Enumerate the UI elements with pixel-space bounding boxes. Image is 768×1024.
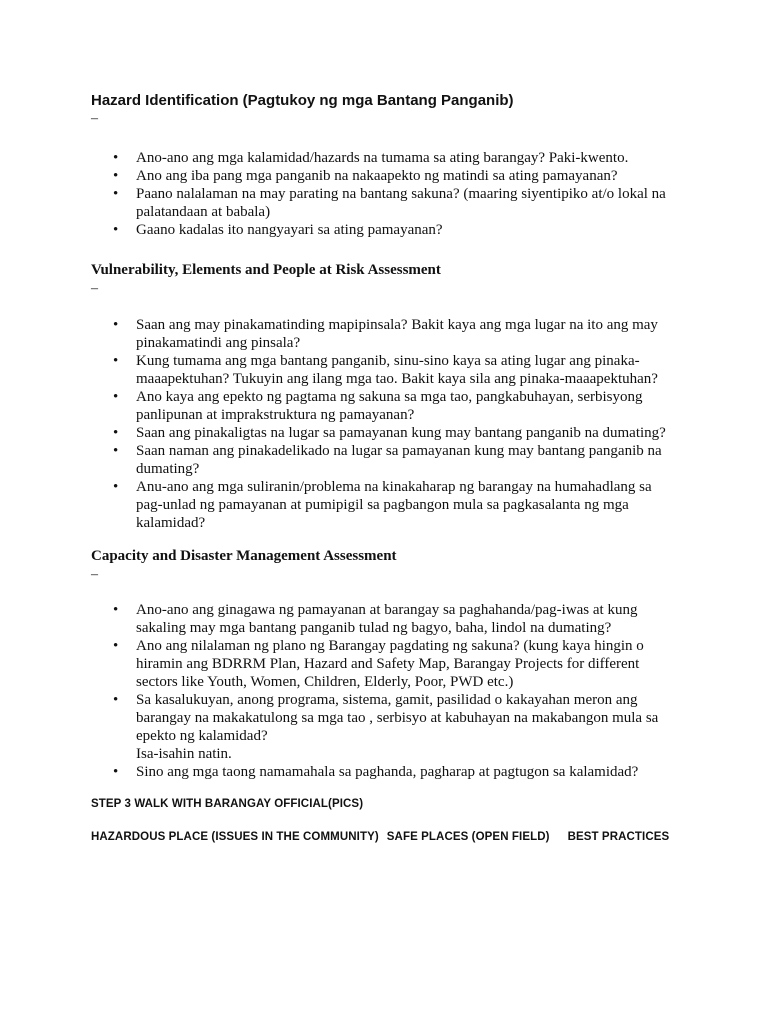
list-item: • Kung tumama ang mga bantang panganib, sinu-sino kaya sa ating lugar ang pinaka-maaapektuhan? Tukuyin ang ilang mga tao. Bakit kaya sila ang pinaka-maaapektuhan? <box>113 353 658 387</box>
list-item: • Sino ang mga taong namamahala sa paghanda, pagharap at pagtugon sa kalamidad? <box>113 764 639 780</box>
section-dash: – <box>91 567 98 582</box>
list-item: • Saan ang may pinakamatinding mapipinsala? Bakit kaya ang mga lugar na ito ang may pinakamatindi ang pinsala? <box>113 317 658 351</box>
section-heading-hazard-identification: Hazard Identification (Pagtukoy ng mga Bantang Panganib) <box>91 92 514 109</box>
bullet-icon: • <box>113 602 119 618</box>
vulnerability-question-list <box>0 316 700 532</box>
bullet-icon: • <box>113 692 119 708</box>
section-heading-capacity: Capacity and Disaster Management Assessment <box>91 548 397 564</box>
bullet-icon: • <box>113 150 119 166</box>
list-item: • Saan naman ang pinakadelikado na lugar sa pamayanan kung may bantang panganib na dumating? <box>113 443 662 477</box>
list-item: • Paano nalalaman na may parating na bantang sakuna? (maaring siyentipiko at/o lokal na palatandaan at babala) <box>113 186 666 220</box>
bullet-icon: • <box>113 222 119 238</box>
list-item: • Gaano kadalas ito nangyayari sa ating pamayanan? <box>113 222 443 238</box>
list-item: • Sa kasalukuyan, anong programa, sistema, gamit, pasilidad o kakayahan meron ang barangay na makakatulong sa mga tao , serbisyo at kabuhayan na makabangon mula sa epekto ng kalamidad? Isa-isahin natin. <box>113 692 659 762</box>
bullet-icon: • <box>113 168 119 184</box>
column-hazardous-place: HAZARDOUS PLACE (ISSUES IN THE COMMUNITY) <box>91 831 379 843</box>
bullet-icon: • <box>113 317 119 333</box>
list-item: • Anu-ano ang mga suliranin/problema na kinakaharap ng barangay na humahadlang sa pag-unlad ng pamayanan at pumipigil sa pagbangon mula sa pagkasalanta ng mga kalamidad? <box>113 479 652 531</box>
section-dash: – <box>91 281 98 296</box>
list-item: • Saan ang pinakaligtas na lugar sa pamayanan kung may bantang panganib na dumating? <box>113 425 666 441</box>
list-item: • Ano ang iba pang mga panganib na nakaapekto ng matindi sa ating pamayanan? <box>113 168 618 184</box>
bullet-icon: • <box>113 479 119 495</box>
step3-columns <box>91 831 669 843</box>
bullet-icon: • <box>113 764 119 780</box>
bullet-icon: • <box>113 443 119 459</box>
section-heading-vulnerability: Vulnerability, Elements and People at Risk Assessment <box>91 262 441 278</box>
list-item: • Ano-ano ang ginagawa ng pamayanan at barangay sa paghahanda/pag-iwas at kung sakaling may mga bantang panganib tulad ng bagyo, baha, lindol na dumating? <box>113 602 638 636</box>
column-best-practices: BEST PRACTICES <box>567 831 670 843</box>
bullet-icon: • <box>113 638 119 654</box>
capacity-question-list <box>0 601 700 781</box>
step3-title: STEP 3 WALK WITH BARANGAY OFFICIAL(PICS) <box>91 798 364 810</box>
list-item: • Ano-ano ang mga kalamidad/hazards na tumama sa ating barangay? Paki-kwento. <box>113 150 629 166</box>
section-dash: – <box>91 111 98 126</box>
bullet-icon: • <box>113 389 119 405</box>
hazard-question-list <box>0 149 700 239</box>
list-item: • Ano ang nilalaman ng plano ng Barangay pagdating ng sakuna? (kung kaya hingin o hiramin ang BDRRM Plan, Hazard and Safety Map, Barangay Projects for different sectors like Youth, Women, Children, Elderly, Poor, PWD etc.) <box>113 638 644 690</box>
list-item: • Ano kaya ang epekto ng pagtama ng sakuna sa mga tao, pangkabuhayan, serbisyong panlipunan at imprakstruktura ng pamayanan? <box>113 389 643 423</box>
bullet-icon: • <box>113 425 119 441</box>
bullet-icon: • <box>113 186 119 202</box>
bullet-icon: • <box>113 353 119 369</box>
list-item-continuation: Isa-isahin natin. <box>136 746 232 762</box>
column-safe-places: SAFE PLACES (OPEN FIELD) <box>386 831 550 843</box>
